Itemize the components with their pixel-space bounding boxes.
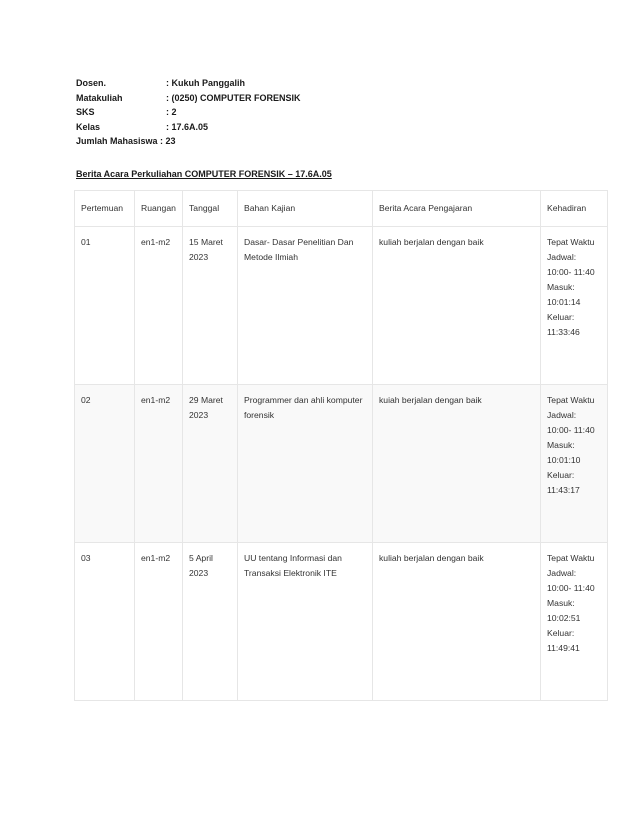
cell-pertemuan: 01	[75, 227, 135, 385]
header-pertemuan: Pertemuan	[75, 191, 135, 227]
table-row	[75, 385, 608, 543]
cell-ruangan: en1-m2	[135, 543, 183, 701]
info-label: Dosen.	[76, 78, 107, 88]
cell-tanggal: 15 Maret 2023	[183, 227, 238, 385]
document-title: Berita Acara Perkuliahan COMPUTER FORENSIK – 17.6A.05	[76, 169, 332, 179]
cell-berita-acara: kuiah berjalan dengan baik	[373, 385, 541, 543]
info-label: Matakuliah	[76, 92, 123, 103]
info-row-lecturer	[76, 76, 301, 91]
attendance-out: Keluar: 11:33:46	[547, 312, 580, 337]
attendance-table	[74, 190, 608, 701]
header-bahan-kajian: Bahan Kajian	[238, 191, 373, 227]
attendance-out: Keluar: 11:43:17	[547, 470, 580, 495]
cell-kehadiran	[541, 385, 608, 543]
info-value: : 2	[166, 107, 177, 117]
cell-pertemuan: 02	[75, 385, 135, 543]
attendance-in: Masuk: 10:01:14	[547, 282, 581, 307]
cell-berita-acara: kuliah berjalan dengan baik	[373, 543, 541, 701]
cell-kehadiran	[541, 543, 608, 701]
info-row-students	[76, 134, 301, 149]
attendance-status: Tepat Waktu	[547, 395, 595, 405]
cell-tanggal: 29 Maret 2023	[183, 385, 238, 543]
cell-tanggal: 5 April 2023	[183, 543, 238, 701]
header-berita-acara: Berita Acara Pengajaran	[373, 191, 541, 227]
info-row-credits	[76, 105, 301, 120]
attendance-status: Tepat Waktu	[547, 237, 595, 247]
info-label: SKS	[76, 107, 95, 117]
info-value: : Kukuh Panggalih	[166, 78, 246, 88]
table-row	[75, 227, 608, 385]
attendance-schedule: Jadwal: 10:00- 11:40	[547, 252, 595, 277]
info-label: Kelas	[76, 121, 101, 132]
cell-bahan-kajian: Dasar- Dasar Penelitian Dan Metode Ilmiah	[238, 227, 373, 385]
info-row-course	[76, 91, 301, 106]
header-kehadiran: Kehadiran	[541, 191, 608, 227]
attendance-in: Masuk: 10:01:10	[547, 440, 581, 465]
cell-bahan-kajian: UU tentang Informasi dan Transaksi Elektronik ITE	[238, 543, 373, 701]
info-value: : (0250) COMPUTER FORENSIK	[166, 92, 301, 103]
students-count: Jumlah Mahasiswa : 23	[76, 136, 176, 146]
cell-berita-acara: kuliah berjalan dengan baik	[373, 227, 541, 385]
course-info	[76, 76, 301, 149]
attendance-out: Keluar: 11:49:41	[547, 628, 580, 653]
attendance-schedule: Jadwal: 10:00- 11:40	[547, 410, 595, 435]
info-value: : 17.6A.05	[166, 121, 209, 132]
table-row	[75, 543, 608, 701]
table-header-row	[75, 191, 608, 227]
header-tanggal: Tanggal	[183, 191, 238, 227]
cell-ruangan: en1-m2	[135, 227, 183, 385]
attendance-in: Masuk: 10:02:51	[547, 598, 581, 623]
cell-pertemuan: 03	[75, 543, 135, 701]
info-row-class	[76, 120, 301, 135]
cell-bahan-kajian: Programmer dan ahli komputer forensik	[238, 385, 373, 543]
attendance-schedule: Jadwal: 10:00- 11:40	[547, 568, 595, 593]
cell-ruangan: en1-m2	[135, 385, 183, 543]
attendance-status: Tepat Waktu	[547, 553, 595, 563]
cell-kehadiran	[541, 227, 608, 385]
header-ruangan: Ruangan	[135, 191, 183, 227]
